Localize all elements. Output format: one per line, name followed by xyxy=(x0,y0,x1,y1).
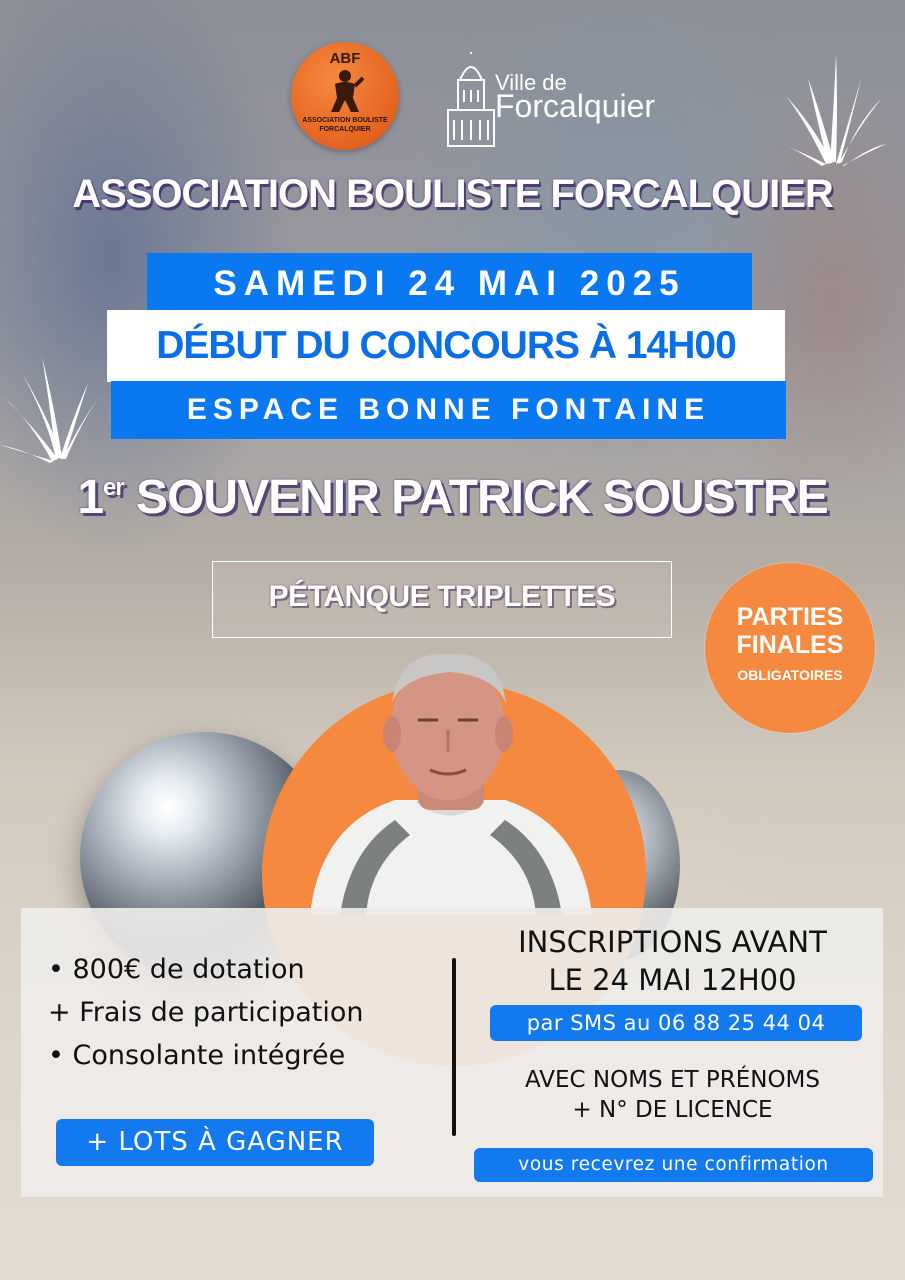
ville-name-label: Forcalquier xyxy=(495,88,656,124)
association-title: ASSOCIATION BOULISTE FORCALQUIER xyxy=(72,172,833,216)
church-icon xyxy=(440,50,502,150)
registration-requirements xyxy=(470,1065,875,1125)
souvenir-text: SOUVENIR PATRICK SOUSTRE xyxy=(136,471,828,524)
confirmation-badge: vous recevrez une confirmation xyxy=(474,1148,873,1182)
abf-logo-initials: ABF xyxy=(329,50,361,67)
fireworks-icon xyxy=(0,355,105,465)
start-time-band: DÉBUT DU CONCOURS À 14H00 xyxy=(107,310,785,382)
requirements-line2: + N° DE LICENCE xyxy=(572,1097,773,1123)
list-item: + Frais de participation xyxy=(48,997,364,1028)
abf-logo xyxy=(291,42,399,150)
date-band: SAMEDI 24 MAI 2025 xyxy=(147,253,752,315)
souvenir-ordinal-suffix: er xyxy=(103,474,124,501)
format-label: PÉTANQUE TRIPLETTES xyxy=(268,580,616,613)
souvenir-ordinal: 1 xyxy=(77,471,104,524)
finales-badge-line3: OBLIGATOIRES xyxy=(737,667,843,683)
list-item: • Consolante intégrée xyxy=(48,1040,346,1071)
registration-line2: LE 24 MAI 12H00 xyxy=(548,963,797,997)
fireworks-icon xyxy=(778,52,888,172)
registration-line1: INSCRIPTIONS AVANT xyxy=(518,925,827,959)
panel-divider xyxy=(452,958,456,1136)
list-item: • 800€ de dotation xyxy=(48,954,305,985)
lots-a-gagner-badge: + LOTS À GAGNER xyxy=(56,1119,374,1166)
finales-badge-line1: PARTIES xyxy=(736,603,844,631)
ville-de-label: Ville de xyxy=(495,70,567,95)
registration-deadline xyxy=(470,923,875,999)
finales-badge xyxy=(705,563,875,733)
abf-logo-caption: ASSOCIATION BOULISTE FORCALQUIER xyxy=(302,117,388,133)
requirements-line1: AVEC NOMS ET PRÉNOMS xyxy=(525,1067,820,1093)
portrait-photo xyxy=(300,650,600,915)
souvenir-title xyxy=(0,470,905,525)
boules-player-icon xyxy=(325,68,365,114)
prize-list xyxy=(48,948,438,1077)
sms-contact-badge: par SMS au 06 88 25 44 04 xyxy=(490,1005,862,1041)
finales-badge-line2: FINALES xyxy=(736,631,844,659)
venue-band: ESPACE BONNE FONTAINE xyxy=(111,381,786,439)
